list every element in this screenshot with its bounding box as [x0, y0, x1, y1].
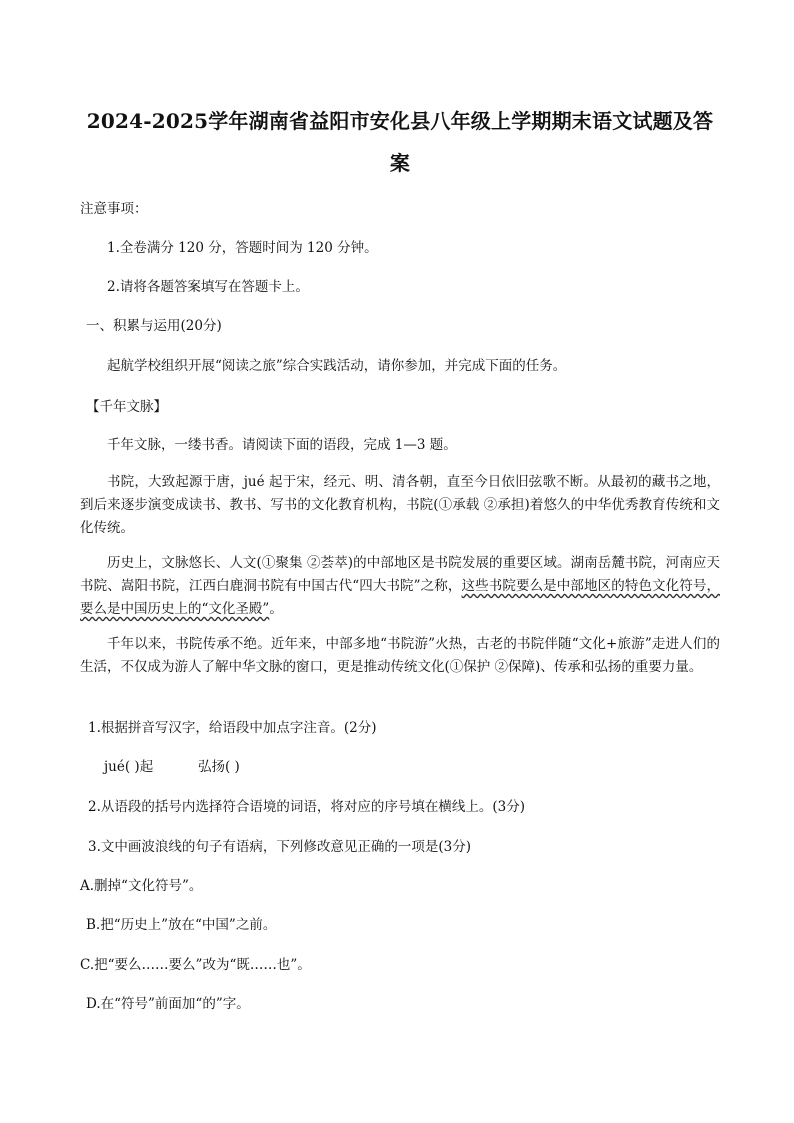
- section-heading: 一、积累与运用(20分): [86, 318, 222, 334]
- notice-item-2: 2.请将各题答案填写在答题卡上。: [107, 279, 309, 295]
- option-a: A.删掉“文化符号”。: [80, 878, 203, 894]
- paragraph-2-end: 。: [269, 601, 283, 617]
- wavy-underlined-sentence: 这些书院要么是中部地区的特色文化符号，要么是中国历史上的“文化圣殿”: [80, 578, 721, 617]
- page-title: 2024-2025学年湖南省益阳市安化县八年级上学期期末语文试题及答: [86, 109, 714, 133]
- passage-paragraph-1: 书院，大致起源于唐，jué 起于宋，经元、明、清各朝，直至今日依旧弦歌不断。从最初的藏书之地，到后来逐步演变成读书、教书、写书的文化教育机构，书院(①承载 ②承担)着悠久的中华优秀教育传统和文化传统。: [80, 474, 720, 536]
- notice-heading: 注意事项：: [80, 201, 148, 217]
- question-2: 2.从语段的括号内选择符合语境的词语，将对应的序号填在横线上。(3分): [88, 799, 526, 815]
- option-d: D.在“符号”前面加“的”字。: [86, 996, 250, 1012]
- passage-paragraph-2: [80, 552, 720, 621]
- question-1-item-b: 弘扬( ): [198, 759, 240, 775]
- notice-item-1: 1.全卷满分 120 分，答题时间为 120 分钟。: [107, 240, 378, 256]
- page-title-continued: 案: [389, 151, 411, 175]
- option-b: B.把“历史上”放在“中国”之前。: [86, 917, 277, 933]
- subsection-heading: 【千年文脉】: [86, 399, 167, 415]
- question-1-item-a: jué( )起: [104, 759, 154, 775]
- option-c: C.把“要么……要么”改为“既……也”。: [80, 957, 311, 973]
- passage-paragraph-3: 千年以来，书院传承不绝。近年来，中部多地“书院游”火热，古老的书院伴随“文化+旅游”走进人们的生活，不仅成为游人了解中华文脉的窗口，更是推动传统文化(①保护 ②保障)、传承和弘扬的重要力量。: [80, 636, 720, 675]
- section-intro: 起航学校组织开展“阅读之旅”综合实践活动，请你参加，并完成下面的任务。: [107, 358, 567, 374]
- question-1: 1.根据拼音写汉字，给语段中加点字注音。(2分): [88, 720, 377, 736]
- paragraph-2-text: 历史上，文脉悠长、人文(①聚集 ②荟萃)的中部地区是书院发展的重要区域。湖南岳麓书院，河南应天书院、嵩阳书院，江西白鹿洞书院有中国古代“四大书院”之称，: [80, 555, 720, 594]
- reading-instruction: 千年文脉，一缕书香。请阅读下面的语段，完成 1—3 题。: [107, 437, 457, 453]
- question-3: 3.文中画波浪线的句子有语病，下列修改意见正确的一项是(3分): [88, 839, 472, 855]
